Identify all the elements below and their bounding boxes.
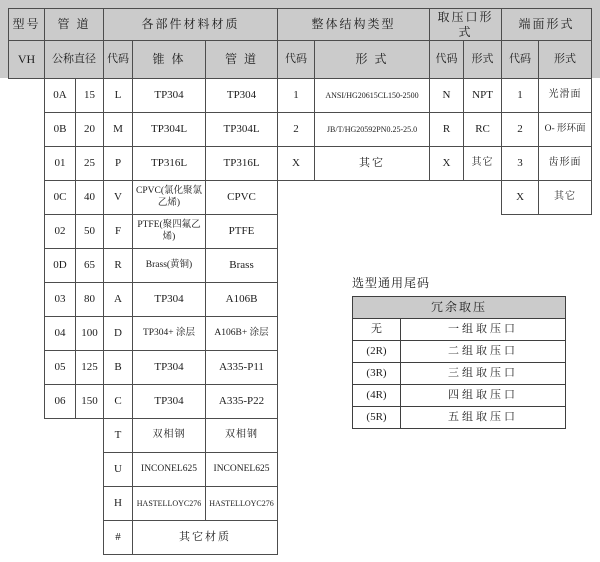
header-code-structure: 代码: [278, 41, 315, 79]
table-cell: 其它: [464, 147, 502, 181]
table-cell: 其它材质: [133, 521, 278, 555]
table-cell: 五组取压口: [401, 407, 566, 429]
table-cell: TP304: [206, 79, 278, 113]
table-row: [9, 79, 592, 113]
table-cell: TP304: [133, 283, 206, 317]
table-cell: 齿形面: [539, 147, 592, 181]
table-cell: 05: [45, 351, 76, 385]
table-cell: TP304: [133, 351, 206, 385]
table-cell: #: [104, 521, 133, 555]
table-cell: 2: [278, 113, 315, 147]
table-cell: L: [104, 79, 133, 113]
table-cell: 双相钢: [206, 419, 278, 453]
table-cell: CPVC(氯化聚氯乙烯): [133, 181, 206, 215]
header-code-materials: 代码: [104, 41, 133, 79]
table-cell: U: [104, 453, 133, 487]
table-cell: M: [104, 113, 133, 147]
header-code-face: 代码: [502, 41, 539, 79]
header-pipe: 管 道: [206, 41, 278, 79]
table-cell: 三组取压口: [401, 363, 566, 385]
table-cell: 02: [45, 215, 76, 249]
suffix-header-row: [353, 297, 566, 319]
table-cell: HASTELLOYC276: [206, 487, 278, 521]
header-model: 型号: [9, 9, 45, 41]
table-cell: P: [104, 147, 133, 181]
table-cell: 50: [76, 215, 104, 249]
table-cell: 65: [76, 249, 104, 283]
header-form-structure: 形 式: [315, 41, 430, 79]
table-cell: C: [104, 385, 133, 419]
header-form-tap: 形式: [464, 41, 502, 79]
suffix-code-table: [352, 296, 566, 429]
table-cell: 20: [76, 113, 104, 147]
table-cell: 3: [502, 147, 539, 181]
table-cell: INCONEL625: [133, 453, 206, 487]
table-row: [9, 215, 592, 249]
header-pipe-group: 管 道: [45, 9, 104, 41]
table-cell: H: [104, 487, 133, 521]
table-cell: 40: [76, 181, 104, 215]
table-cell: PTFE(聚四氟乙烯): [133, 215, 206, 249]
table-row: [353, 385, 566, 407]
table-cell: F: [104, 215, 133, 249]
table-cell: NPT: [464, 79, 502, 113]
table-cell: Brass: [206, 249, 278, 283]
table-cell: 0A: [45, 79, 76, 113]
table-cell: PTFE: [206, 215, 278, 249]
table-cell: T: [104, 419, 133, 453]
table-cell: 其它: [315, 147, 430, 181]
table-cell: HASTELLOYC276: [133, 487, 206, 521]
table-cell: 25: [76, 147, 104, 181]
table-cell: 03: [45, 283, 76, 317]
table-cell: X: [278, 147, 315, 181]
table-cell: 01: [45, 147, 76, 181]
table-cell: 100: [76, 317, 104, 351]
table-row: [9, 487, 592, 521]
table-row: [9, 113, 592, 147]
table-cell: 04: [45, 317, 76, 351]
table-cell: 二组取压口: [401, 341, 566, 363]
header-face-group: 端面形式: [502, 9, 592, 41]
suffix-table-label: 选型通用尾码: [352, 276, 431, 290]
table-row: [353, 363, 566, 385]
table-cell: 80: [76, 283, 104, 317]
header-code-tap: 代码: [430, 41, 464, 79]
table-row: [353, 341, 566, 363]
table-row: [9, 249, 592, 283]
table-cell: R: [104, 249, 133, 283]
table-cell: 1: [502, 79, 539, 113]
table-row: [9, 453, 592, 487]
table-cell: INCONEL625: [206, 453, 278, 487]
table-cell: Brass(黄铜): [133, 249, 206, 283]
selection-code-table: [8, 8, 592, 555]
suffix-header: 冗余取压: [353, 297, 566, 319]
table-cell: 0B: [45, 113, 76, 147]
table-cell: A: [104, 283, 133, 317]
table-row: [9, 147, 592, 181]
table-cell: TP304: [133, 385, 206, 419]
table-cell: TP316L: [133, 147, 206, 181]
table-cell: RC: [464, 113, 502, 147]
header-row-columns: [9, 41, 592, 79]
header-form-face: 形式: [539, 41, 592, 79]
table-cell: A335-P11: [206, 351, 278, 385]
table-cell: N: [430, 79, 464, 113]
table-cell: 其它: [539, 181, 592, 215]
table-cell: 双相钢: [133, 419, 206, 453]
table-cell: (2R): [353, 341, 401, 363]
table-cell: TP304L: [133, 113, 206, 147]
table-cell: X: [430, 147, 464, 181]
table-cell: 2: [502, 113, 539, 147]
table-cell: 无: [353, 319, 401, 341]
header-nominal-diameter: 公称直径: [45, 41, 104, 79]
table-cell: (4R): [353, 385, 401, 407]
table-cell: 1: [278, 79, 315, 113]
header-row-groups: [9, 9, 592, 41]
table-cell: D: [104, 317, 133, 351]
table-cell: R: [430, 113, 464, 147]
table-cell: 150: [76, 385, 104, 419]
table-cell: ANSI/HG20615CL150-2500: [315, 79, 430, 113]
table-cell: 0C: [45, 181, 76, 215]
table-cell: X: [502, 181, 539, 215]
table-cell: O- 形环面: [539, 113, 592, 147]
header-materials-group: 各部件材料材质: [104, 9, 278, 41]
model-value: VH: [9, 41, 45, 79]
table-cell: 一组取压口: [401, 319, 566, 341]
table-cell: A335-P22: [206, 385, 278, 419]
table-cell: (5R): [353, 407, 401, 429]
table-cell: 光滑面: [539, 79, 592, 113]
table-row: [9, 521, 592, 555]
table-cell: TP304: [133, 79, 206, 113]
table-cell: 06: [45, 385, 76, 419]
table-row: [353, 407, 566, 429]
table-row: [353, 319, 566, 341]
table-cell: (3R): [353, 363, 401, 385]
table-cell: 0D: [45, 249, 76, 283]
table-cell: A106B+ 涂层: [206, 317, 278, 351]
table-cell: A106B: [206, 283, 278, 317]
header-cone: 锥 体: [133, 41, 206, 79]
table-cell: B: [104, 351, 133, 385]
table-cell: TP304+ 涂层: [133, 317, 206, 351]
table-cell: TP304L: [206, 113, 278, 147]
table-row: [9, 181, 592, 215]
header-structure-group: 整体结构类型: [278, 9, 430, 41]
table-cell: V: [104, 181, 133, 215]
table-cell: 15: [76, 79, 104, 113]
table-cell: 四组取压口: [401, 385, 566, 407]
table-cell: TP316L: [206, 147, 278, 181]
header-tap-group: 取压口形式: [430, 9, 502, 41]
table-cell: JB/T/HG20592PN0.25-25.0: [315, 113, 430, 147]
table-cell: 125: [76, 351, 104, 385]
table-cell: CPVC: [206, 181, 278, 215]
